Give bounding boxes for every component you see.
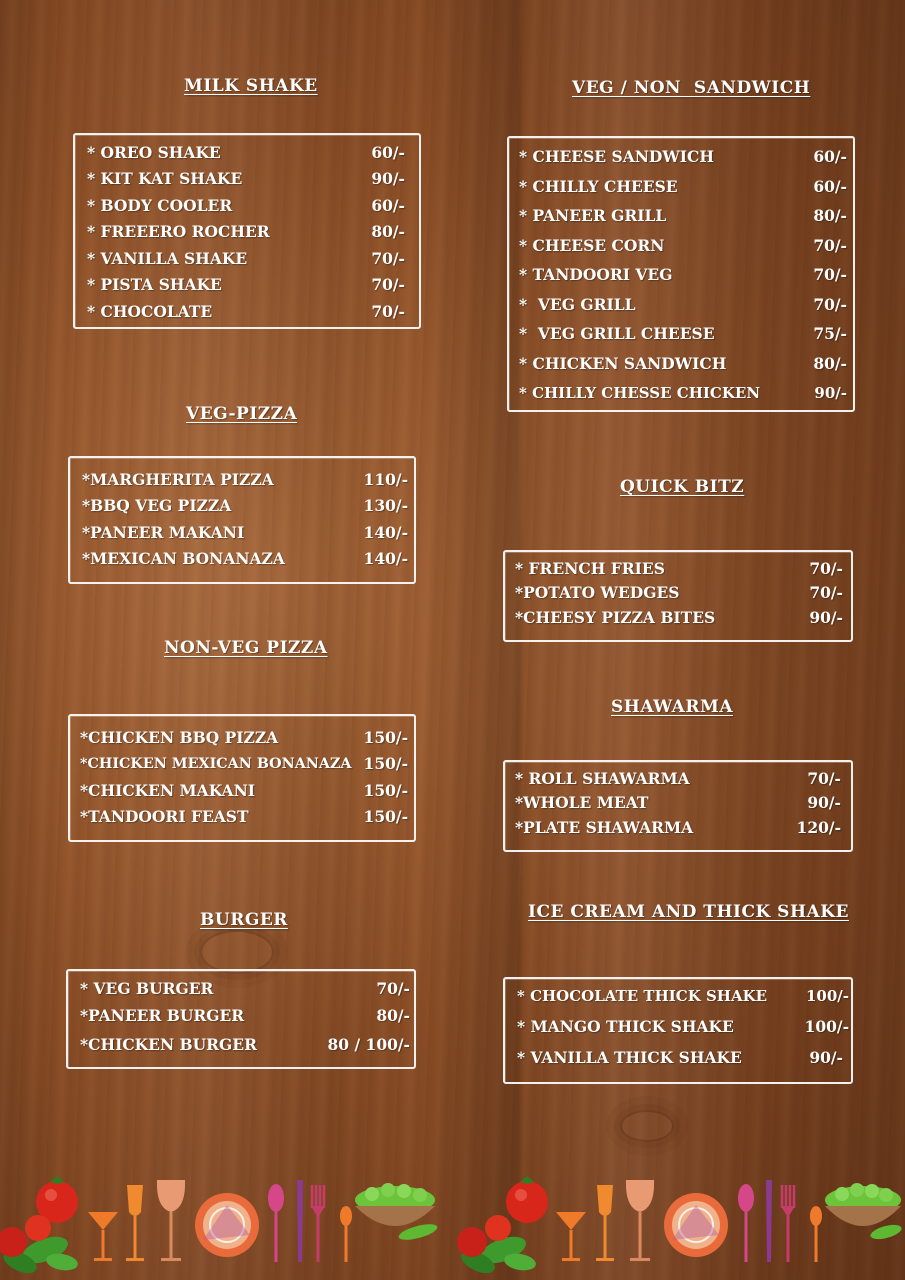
menu-item	[515, 791, 841, 816]
menu-item	[82, 519, 408, 546]
item-name: *CHICKEN MAKANI	[80, 780, 255, 800]
item-price: 120/-	[796, 817, 841, 837]
item-price: 70/-	[371, 301, 405, 321]
item-price: 80/-	[813, 206, 847, 226]
wine-glass-icon	[88, 1180, 185, 1261]
item-price: 60/-	[371, 142, 405, 162]
section-title-shawarma: SHAWARMA	[611, 697, 734, 717]
food-decoration-strip	[0, 1150, 905, 1280]
menu-box-burger	[66, 969, 416, 1069]
menu-item	[519, 260, 847, 290]
menu-box-quick-bitz	[503, 550, 853, 642]
item-name: *CHICKEN BBQ PIZZA	[80, 727, 279, 747]
menu-item	[87, 272, 405, 299]
item-name: * FREEERO ROCHER	[87, 222, 270, 242]
item-price: 80/-	[371, 222, 405, 242]
item-price: 100/-	[805, 987, 849, 1006]
item-name: * VEG GRILL CHEESE	[519, 324, 715, 344]
item-price: 60/-	[813, 147, 847, 167]
item-price: 90/-	[809, 607, 843, 627]
item-name: *MARGHERITA PIZZA	[82, 469, 274, 489]
decoration-group-right	[457, 1176, 903, 1278]
item-price: 150/-	[363, 754, 408, 774]
item-name: * OREO SHAKE	[87, 142, 221, 162]
item-name: * PISTA SHAKE	[87, 275, 222, 295]
tomato-icon	[457, 1176, 548, 1257]
item-price: 90/-	[807, 793, 841, 813]
spoon-icon	[810, 1206, 822, 1262]
item-name: *PLATE SHAWARMA	[515, 817, 694, 837]
item-name: * BODY COOLER	[87, 195, 233, 215]
fork-icon	[311, 1185, 325, 1262]
item-price: 70/-	[371, 275, 405, 295]
menu-item	[87, 298, 405, 325]
item-name: *MEXICAN BONANAZA	[82, 549, 285, 569]
item-price: 70/-	[813, 265, 847, 285]
menu-item	[87, 139, 405, 166]
item-price: 70/-	[813, 235, 847, 255]
menu-item	[519, 378, 847, 408]
item-price: 150/-	[363, 807, 408, 827]
menu-item	[519, 231, 847, 261]
item-price: 70/-	[809, 583, 843, 603]
basil-icon	[458, 1231, 537, 1277]
menu-item	[519, 172, 847, 202]
item-name: * CHOCOLATE	[87, 301, 213, 321]
menu-item	[80, 777, 408, 804]
item-name: *WHOLE MEAT	[515, 793, 649, 813]
wood-knot	[200, 930, 274, 974]
item-price: 150/-	[363, 780, 408, 800]
item-name: * TANDOORI VEG	[519, 265, 673, 285]
item-price: 90/-	[371, 169, 405, 189]
item-name: * VEG GRILL	[519, 294, 636, 314]
plate-icon	[195, 1193, 259, 1257]
item-price: 70/-	[371, 248, 405, 268]
menu-item	[87, 192, 405, 219]
menu-item	[80, 751, 408, 778]
decoration-group-left	[0, 1176, 439, 1278]
item-price: 100/-	[804, 1017, 849, 1037]
fork-icon	[781, 1185, 795, 1262]
item-price: 60/-	[371, 195, 405, 215]
item-name: *CHEESY PIZZA BITES	[515, 607, 716, 627]
item-name: *CHICKEN MEXICAN BONANAZA	[80, 755, 352, 772]
wine-glass-icon	[556, 1180, 654, 1261]
item-name: *POTATO WEDGES	[515, 583, 680, 603]
item-price: 80/-	[813, 353, 847, 373]
item-price: 140/-	[363, 522, 408, 542]
item-name: *TANDOORI FEAST	[80, 807, 249, 827]
menu-item	[80, 1002, 410, 1029]
menu-item	[517, 1042, 849, 1073]
section-title-non-veg-pizza: NON-VEG PIZZA	[164, 638, 328, 658]
item-name: * VANILLA THICK SHAKE	[517, 1047, 742, 1067]
item-price: 150/-	[363, 727, 408, 747]
menu-item	[519, 349, 847, 379]
item-price: 80/-	[376, 1006, 410, 1025]
menu-box-veg-pizza	[68, 456, 416, 584]
menu-item	[80, 975, 410, 1002]
item-name: * FRENCH FRIES	[515, 558, 665, 578]
menu-item	[80, 724, 408, 751]
item-name: * CHILLY CHEESE	[519, 176, 678, 196]
item-name: * CHEESE CORN	[519, 235, 665, 255]
item-name: * VEG BURGER	[80, 979, 214, 998]
item-name: *BBQ VEG PIZZA	[82, 496, 232, 516]
menu-item	[515, 815, 841, 840]
menu-item	[519, 142, 847, 172]
menu-box-ice-cream	[503, 977, 853, 1084]
item-price: 70/-	[809, 558, 843, 578]
item-name: * ROLL SHAWARMA	[515, 768, 690, 788]
item-name: *PANEER MAKANI	[82, 522, 245, 542]
item-price: 90/-	[809, 1047, 843, 1067]
item-name: * VANILLA SHAKE	[87, 248, 248, 268]
menu-item	[82, 493, 408, 520]
menu-box-milk-shake	[73, 133, 421, 329]
tomato-icon	[0, 1176, 78, 1257]
menu-item	[87, 219, 405, 246]
spoon-icon	[340, 1206, 352, 1262]
item-name: * PANEER GRILL	[519, 206, 667, 226]
item-name: *CHICKEN BURGER	[80, 1034, 257, 1054]
menu-box-shawarma	[503, 760, 853, 852]
knife-icon	[766, 1180, 772, 1262]
item-price: 140/-	[363, 549, 408, 569]
menu-box-sandwich	[507, 136, 855, 412]
item-name: * MANGO THICK SHAKE	[517, 1017, 734, 1037]
section-title-ice-cream: ICE CREAM AND THICK SHAKE	[528, 902, 849, 922]
pea-bowl-icon	[355, 1183, 439, 1243]
spoon-icon	[268, 1184, 284, 1262]
item-price: 75/-	[813, 324, 847, 344]
item-price: 80 / 100/-	[327, 1034, 410, 1054]
item-price: 70/-	[807, 768, 841, 788]
section-title-veg-pizza: VEG-PIZZA	[186, 404, 298, 424]
spoon-icon	[738, 1184, 754, 1262]
menu-item	[515, 766, 841, 791]
item-price: 130/-	[363, 496, 408, 516]
basil-icon	[0, 1231, 79, 1277]
wood-knot	[620, 1110, 674, 1142]
knife-icon	[297, 1180, 303, 1262]
item-name: *PANEER BURGER	[80, 1006, 245, 1025]
plate-icon	[664, 1193, 728, 1257]
menu-item	[515, 581, 843, 606]
section-title-sandwich: VEG / NON SANDWICH	[572, 78, 811, 98]
item-price: 70/-	[813, 294, 847, 314]
pea-bowl-icon	[825, 1183, 903, 1242]
item-price: 90/-	[814, 383, 847, 402]
menu-box-non-veg-pizza	[68, 714, 416, 842]
item-name: * CHILLY CHESSE CHICKEN	[519, 383, 761, 402]
menu-item	[517, 1012, 849, 1043]
item-name: * KIT KAT SHAKE	[87, 169, 243, 189]
section-title-quick-bitz: QUICK BITZ	[620, 477, 745, 497]
menu-item	[80, 804, 408, 831]
item-name: * CHOCOLATE THICK SHAKE	[517, 987, 768, 1006]
menu-item	[517, 981, 849, 1012]
menu-item	[515, 605, 843, 630]
item-price: 70/-	[376, 979, 410, 998]
menu-item	[519, 319, 847, 349]
item-name: * CHEESE SANDWICH	[519, 147, 714, 167]
item-price: 110/-	[363, 469, 408, 489]
menu-item	[519, 290, 847, 320]
menu-item	[87, 245, 405, 272]
menu-item	[82, 546, 408, 573]
menu-item	[87, 166, 405, 193]
menu-item	[515, 556, 843, 581]
menu-item	[519, 201, 847, 231]
section-title-milk-shake: MILK SHAKE	[184, 76, 318, 96]
item-price: 60/-	[813, 176, 847, 196]
section-title-burger: BURGER	[200, 910, 288, 930]
menu-item	[82, 466, 408, 493]
menu-item	[80, 1029, 410, 1059]
item-name: * CHICKEN SANDWICH	[519, 353, 727, 373]
